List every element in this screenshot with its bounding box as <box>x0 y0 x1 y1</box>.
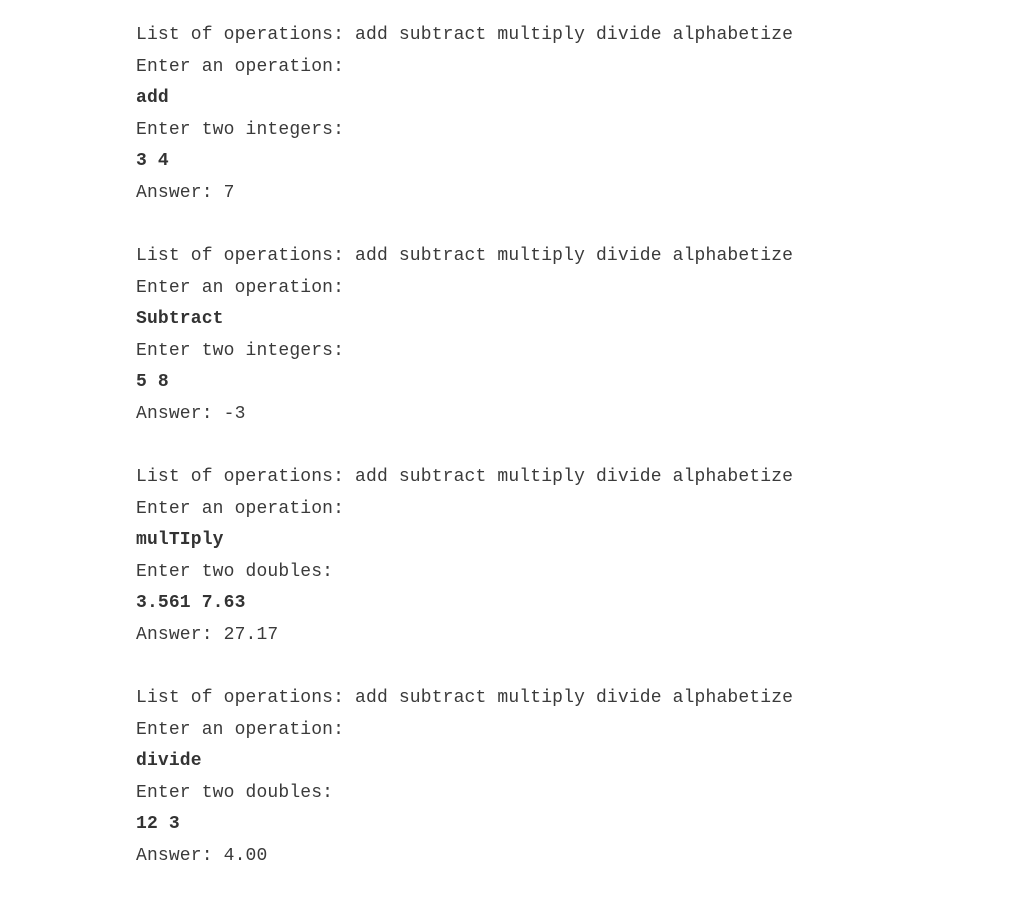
session-block <box>136 20 936 209</box>
values-input-text: 3.561 7.63 <box>136 593 246 613</box>
operation-input-text: mulTIply <box>136 530 224 550</box>
values-prompt: Enter two integers: <box>136 340 345 361</box>
console-output <box>136 20 936 904</box>
answer-text: Answer: 27.17 <box>136 624 279 645</box>
operations-list-text: List of operations: add subtract multiply divide alphabetize <box>136 25 794 45</box>
values-input-text: 3 4 <box>136 151 169 171</box>
session-block <box>136 241 936 430</box>
values-prompt: Enter two integers: <box>136 119 345 140</box>
operation-input-text: add <box>136 88 169 108</box>
operation-prompt: Enter an operation: <box>136 719 345 740</box>
operations-list-text: List of operations: add subtract multiply divide alphabetize <box>136 246 794 266</box>
session-block <box>136 462 936 651</box>
values-prompt: Enter two doubles: <box>136 782 334 803</box>
values-input-text: 12 3 <box>136 814 180 834</box>
operation-prompt: Enter an operation: <box>136 498 345 519</box>
values-prompt: Enter two doubles: <box>136 561 334 582</box>
answer-text: Answer: -3 <box>136 403 246 424</box>
answer-text: Answer: 4.00 <box>136 845 268 866</box>
values-input-text: 5 8 <box>136 372 169 392</box>
operation-input-text: divide <box>136 751 202 771</box>
operations-list-text: List of operations: add subtract multiply divide alphabetize <box>136 467 794 487</box>
operation-prompt: Enter an operation: <box>136 277 345 298</box>
operation-input-text: Subtract <box>136 309 224 329</box>
operations-list-text: List of operations: add subtract multiply divide alphabetize <box>136 688 794 708</box>
operation-prompt: Enter an operation: <box>136 56 345 77</box>
session-block <box>136 683 936 872</box>
answer-text: Answer: 7 <box>136 182 235 203</box>
